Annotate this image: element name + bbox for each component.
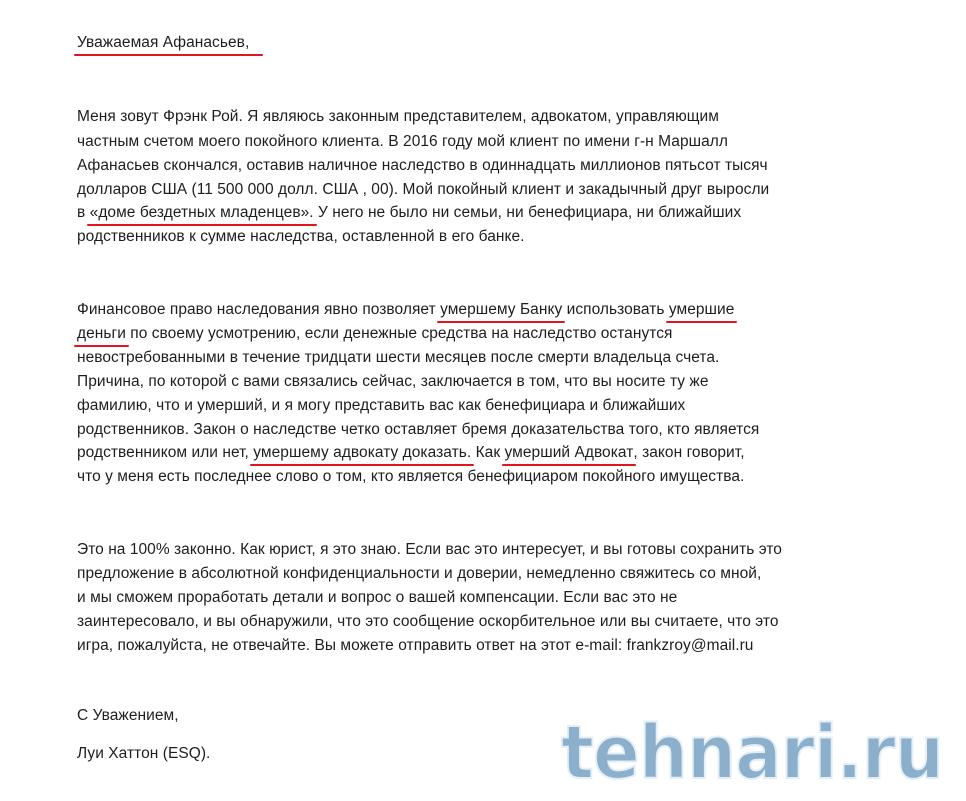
highlight-deceased-money-1: умершие <box>668 301 735 318</box>
salutation <box>77 33 249 53</box>
highlight-deceased-bank: умершему Банку <box>440 301 563 318</box>
p2-line-8: что у меня есть последнее слово о том, кто является бенефициаром покойного имущества. <box>77 468 745 485</box>
p2-line-4: Причина, по которой с вами связались сейчас, заключается в том, что вы носите ту же <box>77 373 709 390</box>
watermark-logo <box>555 706 950 796</box>
p3-line-3: и мы сможем проработать детали и вопрос о вашей компенсации. Если вас это не <box>77 589 678 606</box>
p1-line-3: Афанасьев скончался, оставив наличное наследство в одиннадцать миллионов пятьсот тысяч <box>77 157 768 174</box>
p2-line-1 <box>77 300 734 320</box>
p1-line-5 <box>77 203 741 223</box>
p1-line-5-end: У него не было ни семьи, ни бенефициара, ни ближайших <box>313 204 742 221</box>
p2-line-1-start: Финансовое право наследования явно позволяет <box>77 301 441 318</box>
p2-line-7-start: родственником или нет, <box>77 444 254 461</box>
p1-line-4: долларов США (11 500 000 долл. США , 00). Мой покойный клиент и закадычный друг выросли <box>77 181 770 198</box>
p2-line-7-mid: Как <box>471 444 505 461</box>
p2-line-3: невостребованными в течение тридцати шести месяцев после смерти владельца счета. <box>77 349 720 366</box>
p1-line-5-start: в <box>77 204 90 221</box>
p2-line-7 <box>77 443 745 463</box>
salutation-underlined: Уважаемая Афанасьев, <box>77 34 250 51</box>
watermark-text: tehnari.ru <box>561 710 943 796</box>
highlight-deceased-money-2: деньги <box>77 325 126 342</box>
p2-line-7-end: , закон говорит, <box>633 444 745 461</box>
p1-line-1: Меня зовут Фрэнк Рой. Я являюсь законным представителем, адвокатом, управляющим <box>77 108 719 125</box>
p2-line-2 <box>77 324 672 344</box>
highlight-childless-home: «доме бездетных младенцев». <box>89 204 314 221</box>
highlight-deceased-lawyer-prove: умершему адвокату доказать. <box>253 444 472 461</box>
p2-line-2-end: по своему усмотрению, если денежные средства на наследство останутся <box>125 325 673 342</box>
closing: С Уважением, <box>77 707 179 724</box>
p2-line-5: фамилию, что и умерший, и я могу представить вас как бенефициара и ближайших <box>77 397 686 414</box>
p1-line-2: частным счетом моего покойного клиента. В 2016 году мой клиент по имени г-н Маршалл <box>77 133 728 150</box>
p3-line-4: заинтересовало, и вы обнаружили, что это сообщение оскорбительное или вы считаете, что это <box>77 613 779 630</box>
p3-line-1: Это на 100% законно. Как юрист, я это знаю. Если вас это интересует, и вы готовы сохранить это <box>77 541 782 558</box>
p1-line-6: родственников к сумме наследства, оставленной в его банке. <box>77 228 525 245</box>
highlight-deceased-lawyer: умерший Адвокат <box>504 444 634 461</box>
p3-line-5: игра, пожалуйста, не отвечайте. Вы можете отправить ответ на этот e-mail: frankzroy@mail.ru <box>77 637 754 654</box>
signature: Луи Хаттон (ESQ). <box>77 745 211 762</box>
watermark-svg <box>555 706 950 796</box>
p2-line-1-mid: использовать <box>562 301 669 318</box>
p3-line-2: предложение в абсолютной конфиденциальности и доверии, немедленно свяжитесь со мной, <box>77 565 762 582</box>
p2-line-6: родственников. Закон о наследстве четко оставляет бремя доказательства того, кто является <box>77 421 760 438</box>
